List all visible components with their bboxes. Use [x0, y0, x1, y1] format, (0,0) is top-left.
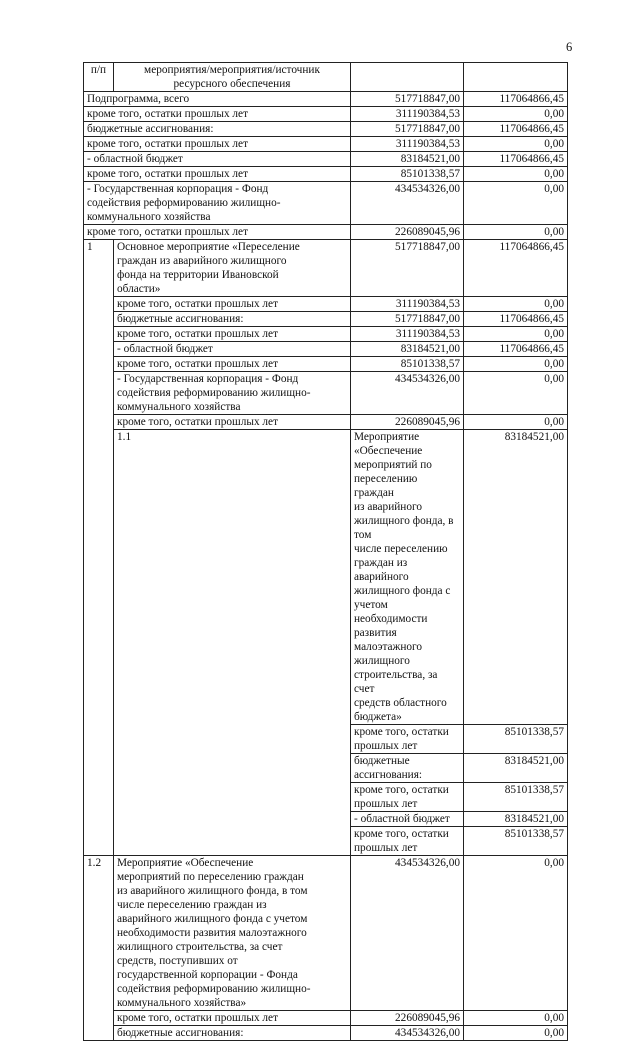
value-a-cell: 83184521,00	[464, 430, 568, 725]
value-b-cell: 0,00	[464, 107, 568, 122]
table-row	[84, 152, 568, 167]
value-b-cell: 0,00	[464, 415, 568, 430]
row-label-cell: кроме того, остатки прошлых лет	[84, 107, 351, 122]
value-b-cell: 0,00	[464, 327, 568, 342]
value-a-cell: 85101338,57	[464, 783, 568, 812]
value-a-cell: 434534326,00	[351, 1026, 464, 1041]
budget-table-body	[84, 63, 568, 1041]
value-a-cell: 83184521,00	[464, 754, 568, 783]
budget-table	[83, 62, 568, 1041]
row-label-cell: - областной бюджет	[351, 812, 464, 827]
table-row	[84, 312, 568, 327]
value-b-cell: 117064866,45	[464, 122, 568, 137]
value-b-cell: 117064866,45	[464, 312, 568, 327]
header-number-cell: п/п	[84, 63, 114, 92]
row-label-cell: кроме того, остатки прошлых лет	[114, 327, 351, 342]
row-label-cell: кроме того, остатки прошлых лет	[84, 225, 351, 240]
value-a-cell: 517718847,00	[351, 312, 464, 327]
row-label-cell: - Государственная корпорация - Фонд содействия реформированию жилищно- коммунального хозяйства	[84, 182, 351, 225]
table-row	[84, 240, 568, 297]
row-label-cell: бюджетные ассигнования:	[114, 1026, 351, 1041]
value-a-cell: 85101338,57	[351, 167, 464, 182]
value-a-cell: 311190384,53	[351, 327, 464, 342]
value-a-cell: 85101338,57	[351, 357, 464, 372]
row-label-cell: бюджетные ассигнования:	[351, 754, 464, 783]
row-label-cell: кроме того, остатки прошлых лет	[84, 137, 351, 152]
row-label-cell: - областной бюджет	[84, 152, 351, 167]
value-b-cell: 0,00	[464, 137, 568, 152]
value-b-cell: 0,00	[464, 1026, 568, 1041]
value-a-cell: 517718847,00	[351, 240, 464, 297]
table-row	[84, 430, 568, 725]
table-row	[84, 107, 568, 122]
row-label-cell: Подпрограмма, всего	[84, 92, 351, 107]
row-label-cell: кроме того, остатки прошлых лет	[114, 1011, 351, 1026]
table-row	[84, 415, 568, 430]
value-b-cell: 0,00	[464, 225, 568, 240]
value-b-cell: 117064866,45	[464, 152, 568, 167]
row-label-cell: кроме того, остатки прошлых лет	[114, 357, 351, 372]
row-label-cell: - Государственная корпорация - Фонд содействия реформированию жилищно- коммунального хозяйства	[114, 372, 351, 415]
value-a-cell: 434534326,00	[351, 182, 464, 225]
row-label-cell: бюджетные ассигнования:	[114, 312, 351, 327]
row-label-cell: бюджетные ассигнования:	[84, 122, 351, 137]
table-row	[84, 856, 568, 1011]
table-row	[84, 182, 568, 225]
row-label-cell: Мероприятие «Обеспечение мероприятий по переселению граждан из аварийного жилищного фонда, в том числе переселению граждан из аварийного жилищного фонда с учетом необходимости развития малоэтажного жилищного строительства, за счет средств, поступивших от государственной корпорации - Фонда содействия реформированию жилищно- коммунального хозяйства»	[114, 856, 351, 1011]
value-b-cell: 0,00	[464, 372, 568, 415]
header-value-a-cell	[351, 63, 464, 92]
value-b-cell: 0,00	[464, 357, 568, 372]
value-a-cell: 226089045,96	[351, 1011, 464, 1026]
table-row	[84, 357, 568, 372]
table-row	[84, 137, 568, 152]
value-a-cell: 226089045,96	[351, 415, 464, 430]
value-a-cell: 434534326,00	[351, 372, 464, 415]
value-b-cell: 117064866,45	[464, 240, 568, 297]
value-a-cell: 226089045,96	[351, 225, 464, 240]
table-row	[84, 1026, 568, 1041]
value-a-cell: 311190384,53	[351, 137, 464, 152]
table-row	[84, 1011, 568, 1026]
table-row	[84, 372, 568, 415]
value-a-cell: 85101338,57	[464, 827, 568, 856]
row-number-cell: 1.2	[84, 856, 114, 1041]
value-a-cell: 434534326,00	[351, 856, 464, 1011]
table-row	[84, 297, 568, 312]
header-value-b-cell	[464, 63, 568, 92]
value-b-cell: 0,00	[464, 1011, 568, 1026]
page-number: 6	[566, 40, 573, 54]
table-header-row	[84, 63, 568, 92]
table-row	[84, 225, 568, 240]
value-a-cell: 311190384,53	[351, 107, 464, 122]
value-b-cell: 0,00	[464, 167, 568, 182]
value-a-cell: 83184521,00	[351, 342, 464, 357]
row-number-cell: 1	[84, 240, 114, 856]
row-number-cell: 1.1	[114, 430, 351, 856]
table-row	[84, 327, 568, 342]
value-b-cell: 0,00	[464, 856, 568, 1011]
value-a-cell: 85101338,57	[464, 725, 568, 754]
value-a-cell: 83184521,00	[351, 152, 464, 167]
row-label-cell: кроме того, остатки прошлых лет	[114, 297, 351, 312]
value-a-cell: 83184521,00	[464, 812, 568, 827]
row-label-cell: кроме того, остатки прошлых лет	[84, 167, 351, 182]
header-name-cell: мероприятия/мероприятия/источник ресурсного обеспечения	[114, 63, 351, 92]
value-a-cell: 517718847,00	[351, 92, 464, 107]
row-label-cell: Основное мероприятие «Переселение граждан из аварийного жилищного фонда на территории Ивановской области»	[114, 240, 351, 297]
row-label-cell: - областной бюджет	[114, 342, 351, 357]
table-row	[84, 342, 568, 357]
row-label-cell: кроме того, остатки прошлых лет	[351, 827, 464, 856]
value-a-cell: 517718847,00	[351, 122, 464, 137]
value-a-cell: 311190384,53	[351, 297, 464, 312]
row-label-cell: Мероприятие «Обеспечение мероприятий по переселению граждан из аварийного жилищного фонда, в том числе переселению граждан из аварийного жилищного фонда с учетом необходимости развития малоэтажного жилищного строительства, за счет средств областного бюджета»	[351, 430, 464, 725]
value-b-cell: 0,00	[464, 182, 568, 225]
value-b-cell: 117064866,45	[464, 92, 568, 107]
value-b-cell: 0,00	[464, 297, 568, 312]
row-label-cell: кроме того, остатки прошлых лет	[114, 415, 351, 430]
table-row	[84, 167, 568, 182]
table-row	[84, 92, 568, 107]
row-label-cell: кроме того, остатки прошлых лет	[351, 783, 464, 812]
value-b-cell: 117064866,45	[464, 342, 568, 357]
table-row	[84, 122, 568, 137]
row-label-cell: кроме того, остатки прошлых лет	[351, 725, 464, 754]
